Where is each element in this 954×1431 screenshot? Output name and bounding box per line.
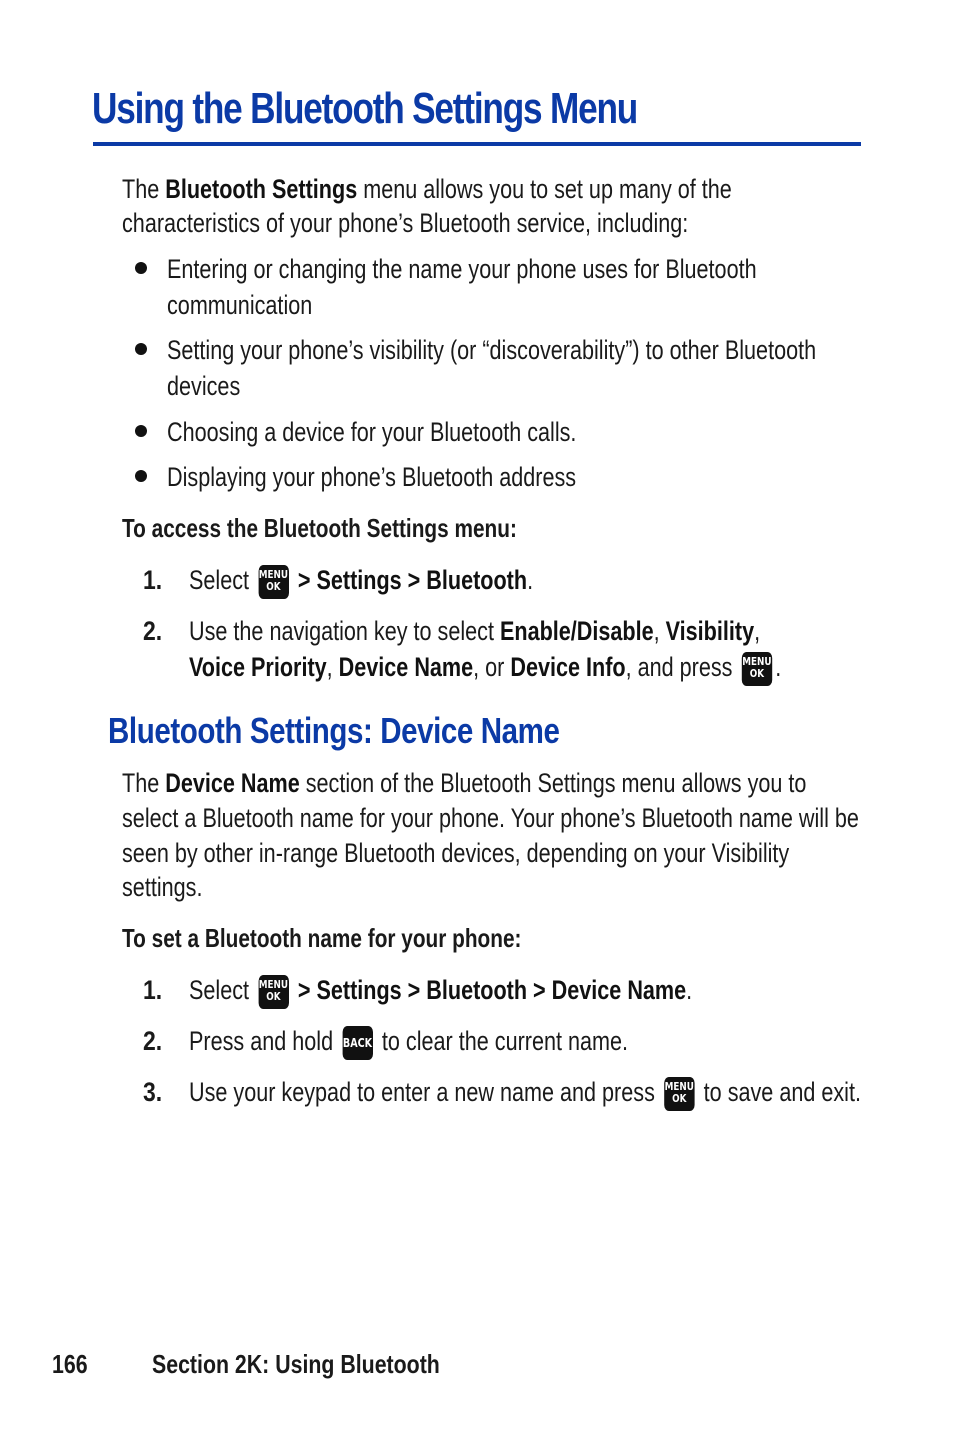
step-number: 2.: [143, 1026, 163, 1056]
page-number: 166: [52, 1349, 88, 1379]
access-step-2-line-1: Use the navigation key to select Enable/Disable, Visibility,: [189, 616, 761, 646]
back-key-icon: BACK: [342, 1026, 372, 1060]
bullet-4: Displaying your phone’s Bluetooth address: [167, 462, 577, 492]
step-number: 2.: [143, 616, 163, 646]
footer-section-title: Section 2K: Using Bluetooth: [152, 1349, 440, 1379]
menu-ok-key-icon: MENU OK: [664, 1077, 694, 1111]
page-title: Using the Bluetooth Settings Menu: [92, 84, 638, 133]
bullet-dot: [135, 343, 147, 355]
section2-line-4: settings.: [122, 872, 203, 902]
section2-line-2: select a Bluetooth name for your phone. Your phone’s Bluetooth name will be: [122, 803, 859, 833]
bullet-1-line-1: Entering or changing the name your phone uses for Bluetooth: [167, 254, 757, 284]
bullet-2-line-1: Setting your phone’s visibility (or “discoverability”) to other Bluetooth: [167, 335, 817, 365]
section2-line-1: The Device Name section of the Bluetooth Settings menu allows you to: [122, 768, 807, 798]
intro-line-1: The Bluetooth Settings menu allows you to set up many of the: [122, 174, 732, 204]
name-step-1: Select MENU OK > Settings > Bluetooth > Device Name.: [189, 973, 692, 1009]
menu-ok-key-icon: MENU OK: [258, 565, 288, 599]
access-step-1: Select MENU OK > Settings > Bluetooth.: [189, 563, 533, 599]
name-step-3: Use your keypad to enter a new name and press MENU OK to save and exit.: [189, 1075, 861, 1111]
menu-ok-key-icon: MENU OK: [742, 652, 772, 686]
title-rule: [93, 142, 861, 146]
bullet-dot: [135, 262, 147, 274]
set-name-heading: To set a Bluetooth name for your phone:: [122, 923, 522, 953]
bullet-dot: [135, 470, 147, 482]
bullet-3: Choosing a device for your Bluetooth calls.: [167, 417, 577, 447]
step-number: 3.: [143, 1077, 163, 1107]
bullet-1-line-2: communication: [167, 290, 313, 320]
section2-line-3: seen by other in-range Bluetooth devices, depending on your Visibility: [122, 838, 790, 868]
menu-ok-key-icon: MENU OK: [258, 975, 288, 1009]
access-heading: To access the Bluetooth Settings menu:: [122, 513, 517, 543]
step-number: 1.: [143, 565, 163, 595]
bullet-dot: [135, 425, 147, 437]
bullet-2-line-2: devices: [167, 371, 241, 401]
step-number: 1.: [143, 975, 163, 1005]
section-heading: Bluetooth Settings: Device Name: [108, 710, 560, 751]
intro-line-2: characteristics of your phone’s Bluetooth service, including:: [122, 208, 689, 238]
name-step-2: Press and hold BACK to clear the current name.: [189, 1024, 628, 1060]
access-step-2-line-2: Voice Priority, Device Name, or Device Info, and press MENU OK .: [189, 650, 781, 686]
